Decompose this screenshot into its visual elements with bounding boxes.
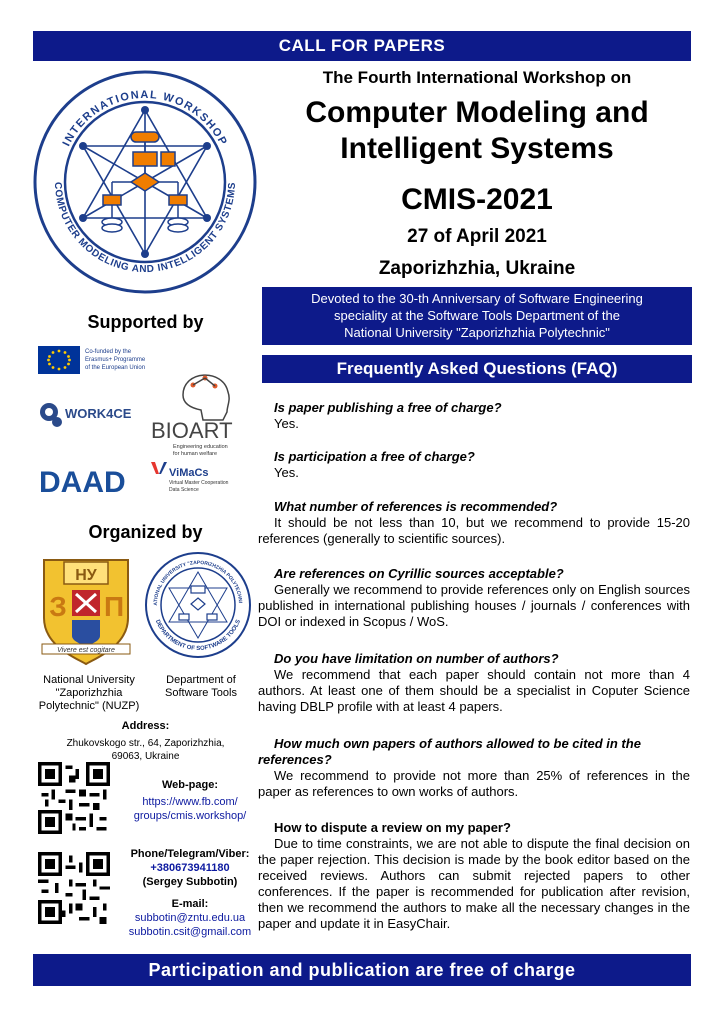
bioart-sub-2: for human welfare — [173, 451, 218, 457]
web-label: Web-page: — [161, 779, 219, 791]
workshop-subtitle: The Fourth International Workshop on — [322, 68, 632, 87]
svg-text:П: П — [103, 591, 125, 622]
web-block — [120, 778, 260, 823]
org1-line-1: National University — [43, 674, 135, 686]
dept-ring-top: ATIONAL UNIVERSITY "ZAPORIZHZHIA POLYTECHNI — [152, 559, 243, 606]
devoted-line-1: Devoted to the 30-th Anniversary of Software Engineering — [311, 291, 643, 306]
work4ce-logo: WORK4CE — [65, 406, 132, 421]
faq-answer: We recommend that each paper should contain not more than 4 authors. At least one of them should be a specialist in Coputer Science having DBLP profile with at least 4 papers. — [258, 667, 690, 714]
org1-line-2: "Zaporizhzhia — [55, 687, 123, 699]
title-line-2: Intelligent Systems — [340, 132, 614, 165]
faq-answer: It should be not less than 10, but we recommend to provide 15-20 references (generally to scientific sources). — [258, 515, 690, 546]
free-of-charge-banner: Participation and publication are free of charge — [33, 954, 691, 986]
org1-line-3: Polytechnic" (NUZP) — [38, 700, 140, 712]
org2-line-1: Department of — [166, 674, 236, 686]
bioart-head-icon — [183, 375, 229, 420]
work4ce-gear-icon — [40, 403, 62, 427]
qr-code-web[interactable] — [38, 762, 110, 834]
devoted-line-3: National University "Zaporizhzhia Polytechnic" — [344, 325, 610, 340]
faq-answer: We recommend to provide not more than 25% of references in the paper as references to own works of authors. — [258, 768, 690, 799]
crest-motto: Vivere est cogitare — [57, 647, 115, 654]
faq-item — [258, 449, 690, 481]
faq-item — [258, 400, 690, 432]
address-label: Address: — [121, 720, 170, 732]
email-label: E-mail: — [171, 898, 209, 910]
faq-answer: Generally we recommend to provide references only on English sources published in international publishing houses / journals / conferences with DOI or indexed in Scopus / WoS. — [258, 582, 690, 629]
faq-question: Are references on Cyrillic sources acceptable? — [274, 566, 564, 581]
university-crest — [36, 548, 136, 668]
address-line-1: Zhukovskogo str., 64, Zaporizhzhia, — [66, 738, 225, 749]
faq-item — [258, 820, 690, 932]
department-logo — [143, 550, 253, 660]
faq-question: Is participation a free of charge? — [274, 449, 475, 464]
devoted-line-2: speciality at the Software Tools Department of the — [334, 308, 620, 323]
faq-question: What number of references is recommended? — [274, 499, 558, 514]
faq-heading: Frequently Asked Questions (FAQ) — [262, 355, 692, 383]
workshop-logo — [33, 70, 258, 295]
workshop-date: 27 of April 2021 — [407, 226, 547, 247]
workshop-acronym: CMIS-2021 — [401, 183, 553, 216]
vimacs-icon — [151, 462, 167, 474]
erasmus-text-1: Co-funded by the — [85, 349, 132, 355]
erasmus-text-2: Erasmus+ Programme — [85, 357, 146, 363]
vimacs-sub-2: Data Science — [169, 487, 199, 493]
erasmus-text-3: of the European Union — [85, 365, 146, 371]
call-for-papers-banner: CALL FOR PAPERS — [33, 31, 691, 61]
web-link-line-2[interactable]: groups/cmis.workshop/ — [133, 810, 247, 822]
crest-letters: НУ — [75, 567, 97, 584]
faq-question: How much own papers of authors allowed to be cited in the references? — [258, 736, 641, 767]
vimacs-sub-1: Virtual Master Cooperation — [169, 480, 229, 486]
faq-answer: Yes. — [274, 416, 299, 431]
org-dept-caption — [146, 674, 256, 700]
org-nuzp-caption — [34, 674, 144, 713]
faq-item — [258, 736, 690, 800]
address-block — [33, 720, 258, 763]
organized-by-heading: Organized by — [88, 522, 203, 542]
faq-item — [258, 651, 690, 715]
bioart-sub-1: Engineering education — [173, 444, 228, 450]
faq-item — [258, 499, 690, 547]
workshop-place: Zaporizhzhia, Ukraine — [378, 258, 576, 279]
workshop-title — [262, 95, 692, 167]
phone-label: Phone/Telegram/Viber: — [130, 848, 250, 860]
email-link-1[interactable]: subbotin@zntu.edu.ua — [134, 912, 246, 924]
dept-ring-bottom: DEPARTMENT OF SOFTWARE TOOLS — [153, 619, 243, 653]
email-link-2[interactable]: subbotin.csit@gmail.com — [128, 926, 252, 938]
phone-number[interactable]: +380673941180 — [150, 862, 230, 874]
svg-text:З: З — [49, 591, 67, 622]
supported-by-heading: Supported by — [87, 312, 204, 332]
address-line-2: 69063, Ukraine — [111, 751, 180, 762]
eu-flag-icon — [38, 346, 80, 374]
faq-item — [258, 566, 690, 630]
phone-block — [120, 847, 260, 889]
daad-logo: DAAD — [39, 466, 126, 499]
devoted-box — [262, 287, 692, 345]
title-line-1: Computer Modeling and — [305, 96, 649, 129]
faq-question: How to dispute a review on my paper? — [274, 820, 511, 835]
bioart-logo: BIOART — [151, 418, 233, 443]
faq-answer: Due to time constraints, we are not able to dispute the final decision on the paper rejection. This decision is made by the book editor based on the received reviews. Authors can submit rejected papers to other conferences. If the paper is recommended for publication after revision, then we recommend the authors to make all the necessary changes in the paper and update it in EasyChair. — [258, 836, 690, 931]
logo-ring-bottom: COMPUTER MODELING AND INTELLIGENT SYSTEMS — [51, 181, 239, 276]
supporter-logos — [33, 340, 258, 500]
org2-line-2: Software Tools — [165, 687, 237, 699]
qr-code-phone[interactable] — [38, 852, 110, 924]
logo-ring-top: INTERNATIONAL WORKSHOP — [60, 88, 230, 149]
email-block — [120, 897, 260, 939]
faq-question: Is paper publishing a free of charge? — [274, 400, 502, 415]
contact-person: (Sergey Subbotin) — [142, 876, 238, 888]
faq-answer: Yes. — [274, 465, 299, 480]
vimacs-logo: ViMaCs — [169, 467, 209, 479]
web-link-line-1[interactable]: https://www.fb.com/ — [142, 796, 238, 808]
faq-question: Do you have limitation on number of authors? — [274, 651, 559, 666]
